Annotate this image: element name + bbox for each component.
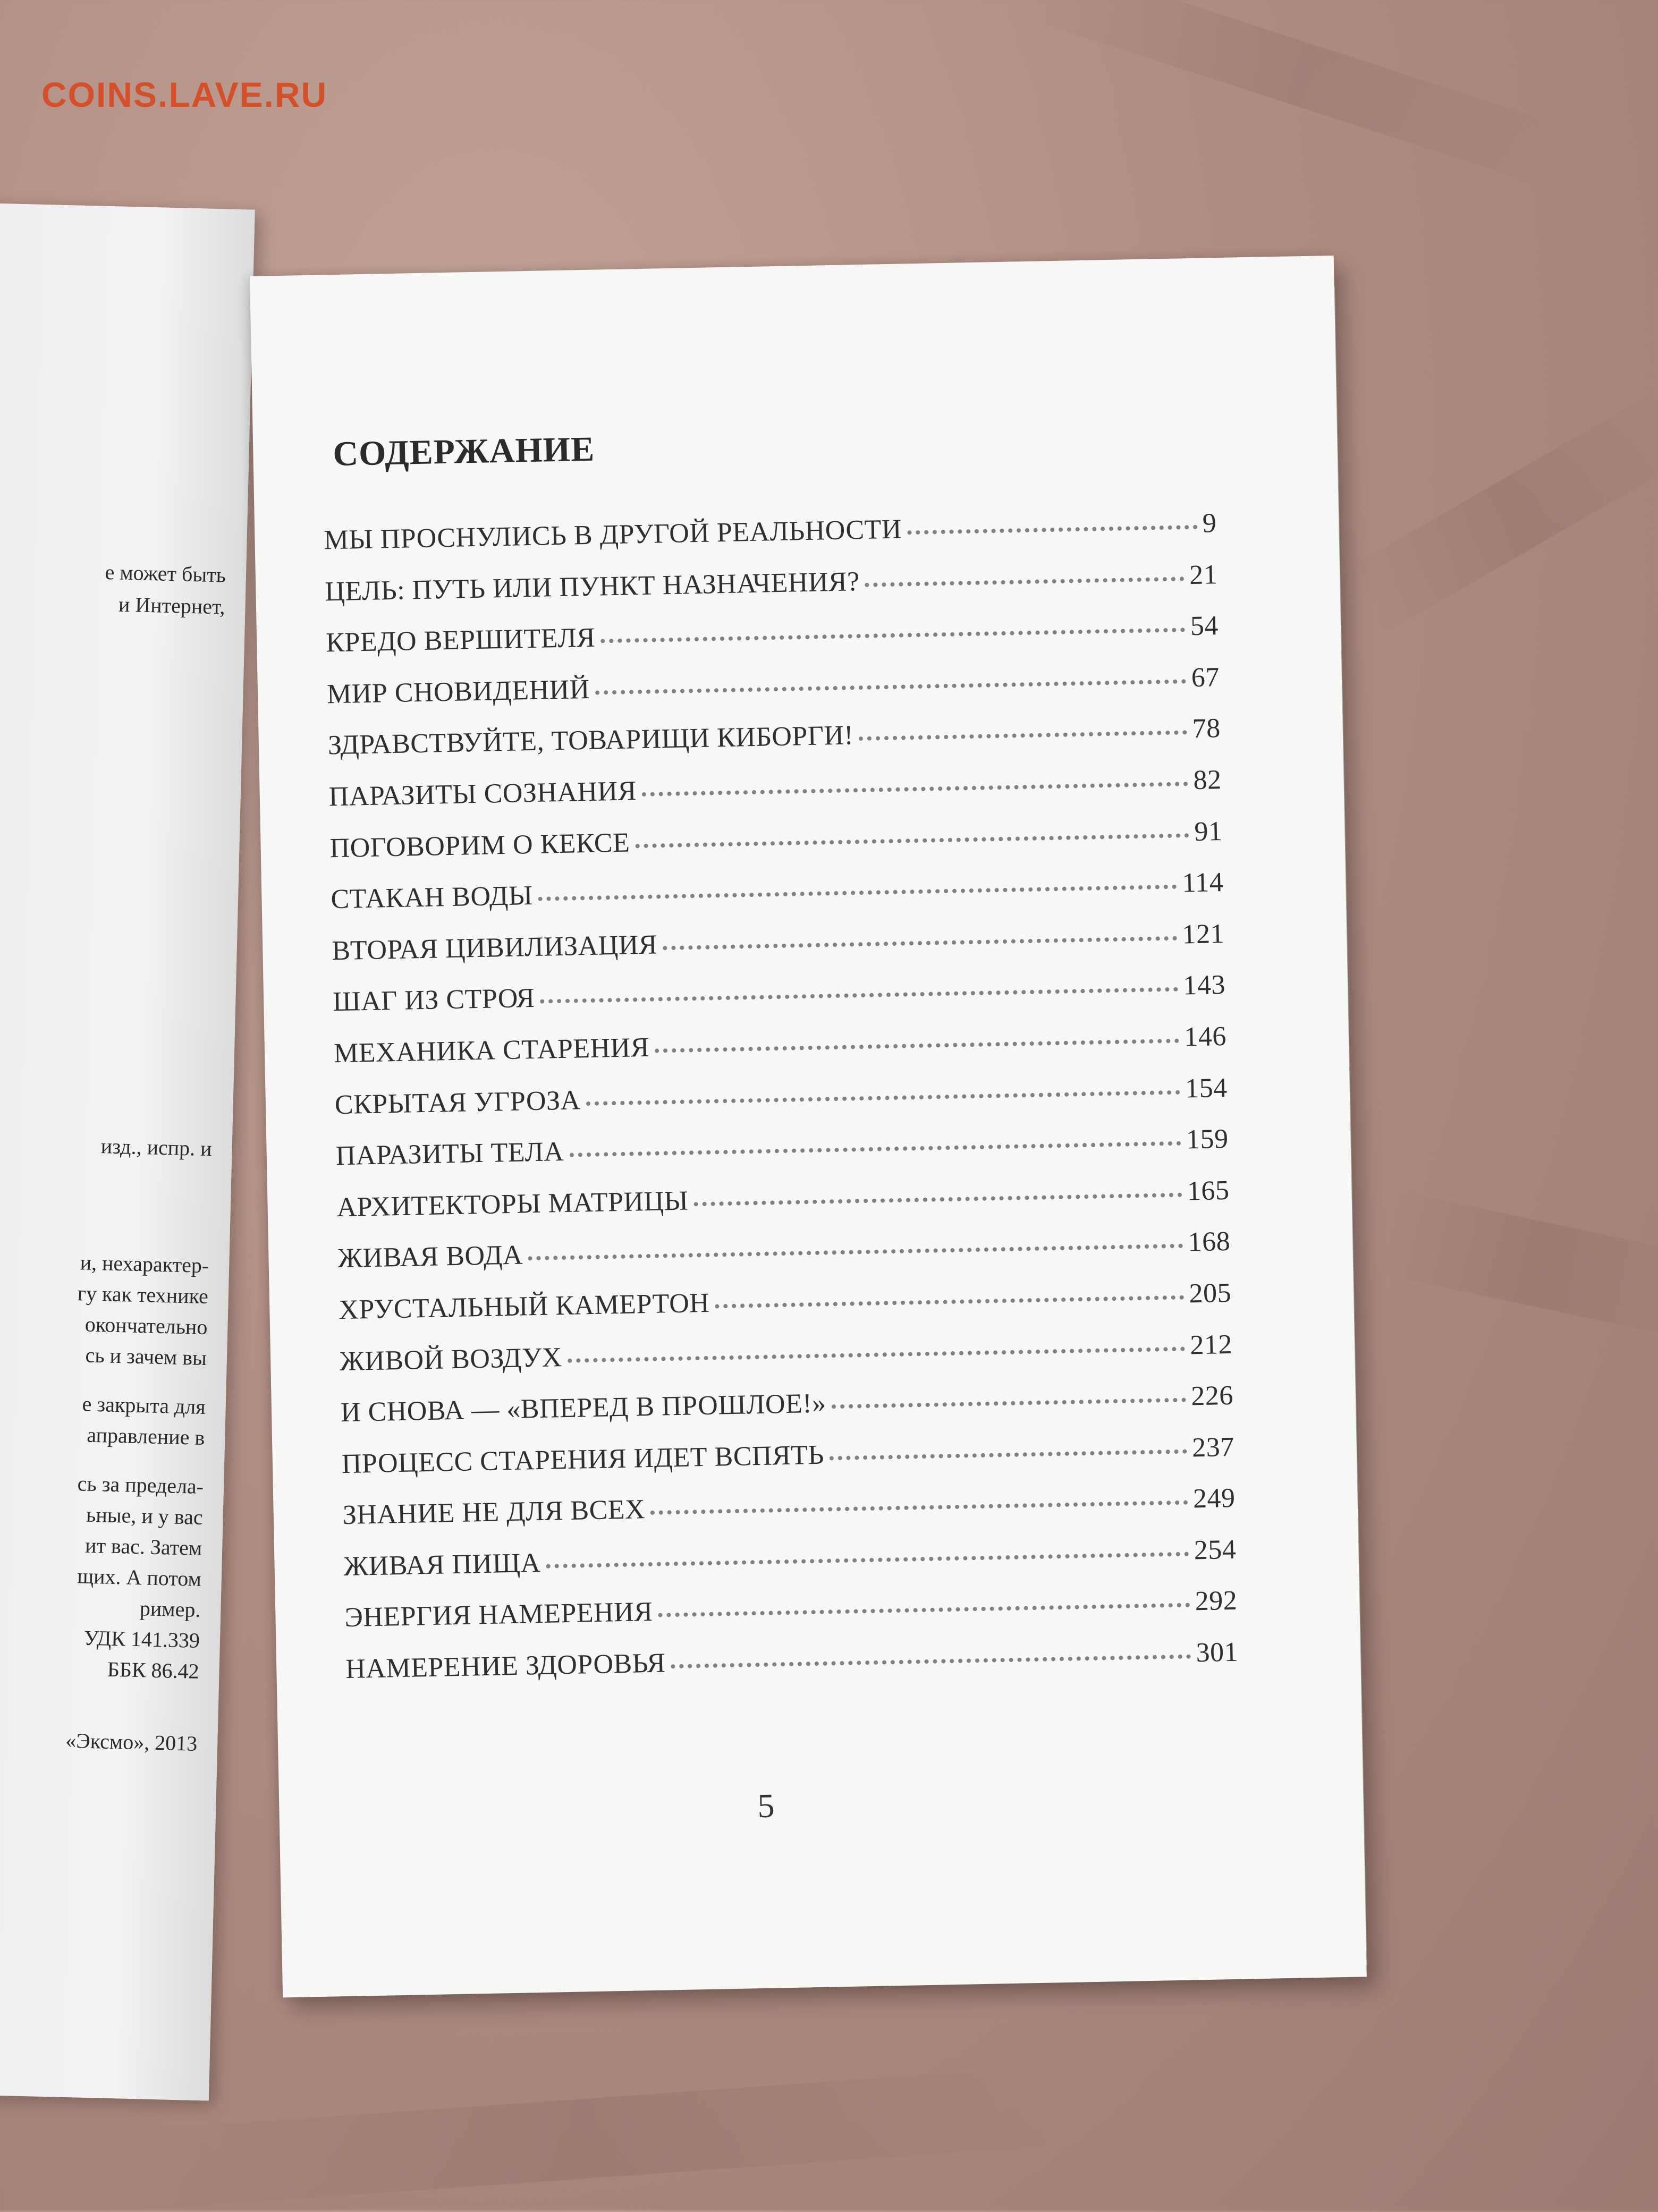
dot-leader [538, 884, 1177, 901]
contents-entry-title: ЗНАНИЕ НЕ ДЛЯ ВСЕХ [342, 1494, 646, 1531]
left-page-line: ьные, и у вас [86, 1502, 204, 1529]
dot-leader [663, 935, 1177, 950]
contents-entry-title: ПАРАЗИТЫ СОЗНАНИЯ [328, 776, 637, 812]
contents-heading: СОДЕРЖАНИЕ [332, 429, 595, 474]
left-page-line: и Интернет, [118, 592, 226, 619]
left-page-line: гу как технике [77, 1281, 209, 1309]
dot-leader [830, 1448, 1187, 1460]
dot-leader [600, 628, 1185, 643]
contents-entry-title: ЖИВАЯ ПИЩА [343, 1547, 542, 1582]
left-page-line: ББК 86.42 [107, 1657, 200, 1683]
contents-entry-title: ЖИВАЯ ВОДА [337, 1240, 523, 1274]
contents-entry-page: 114 [1182, 867, 1224, 899]
dot-leader [655, 1038, 1179, 1053]
dot-leader [658, 1603, 1190, 1617]
dot-leader [568, 1346, 1185, 1362]
fabric-fold [1014, 0, 1589, 195]
contents-entry-page: 237 [1191, 1431, 1235, 1463]
fabric-fold [1376, 1190, 1658, 1339]
left-page-line: аправление в [86, 1422, 205, 1450]
left-page-line: сь за предела- [77, 1471, 204, 1499]
contents-entry-page: 292 [1195, 1586, 1238, 1617]
contents-entry-title: СТАКАН ВОДЫ [330, 880, 534, 915]
dot-leader [586, 1089, 1180, 1105]
contents-entry-page: 9 [1202, 508, 1217, 539]
left-page-line: окончательно [84, 1312, 208, 1340]
contents-page [250, 256, 1367, 1998]
dot-leader [595, 679, 1186, 694]
contents-entry-page: 212 [1189, 1329, 1233, 1360]
dot-leader [865, 576, 1185, 587]
dot-leader [528, 1243, 1183, 1261]
contents-entry-page: 254 [1194, 1534, 1237, 1566]
left-page-line: щих. А потом [77, 1564, 202, 1591]
watermark: COINS.LAVE.RU [41, 75, 328, 114]
contents-entry-page: 78 [1192, 713, 1221, 744]
contents-entry-title: И СНОВА — «ВПЕРЕД В ПРОШЛОЕ!» [340, 1388, 827, 1428]
contents-entry-title: ШАГ ИЗ СТРОЯ [332, 983, 535, 1018]
contents-entry-title: МИР СНОВИДЕНИЙ [326, 674, 590, 710]
contents-entry-page: 168 [1188, 1226, 1231, 1258]
dot-leader [693, 1192, 1182, 1206]
dot-leader [832, 1397, 1186, 1409]
contents-entry-title: НАМЕРЕНИЕ ЗДОРОВЬЯ [345, 1648, 666, 1685]
dot-leader [650, 1500, 1188, 1515]
left-page-line: изд., испр. и [100, 1134, 213, 1161]
left-page-line: е закрыта для [82, 1392, 206, 1419]
contents-entry-title: ПРОЦЕСС СТАРЕНИЯ ИДЕТ ВСПЯТЬ [341, 1439, 825, 1479]
left-page-line: е может быть [105, 560, 226, 587]
contents-entry-page: 159 [1186, 1124, 1229, 1155]
left-book-page [0, 202, 255, 2101]
dot-leader [546, 1551, 1189, 1568]
contents-entry-title: ЗДРАВСТВУЙТЕ, ТОВАРИЩИ КИБОРГИ! [327, 720, 854, 761]
dot-leader [715, 1295, 1184, 1309]
dot-leader [569, 1141, 1181, 1157]
left-page-line: и, нехарактер- [80, 1250, 209, 1278]
contents-entry-title: СКРЫТАЯ УГРОЗА [334, 1084, 581, 1120]
contents-entry-page: 21 [1189, 559, 1218, 590]
contents-entry-title: МЫ ПРОСНУЛИСЬ В ДРУГОЙ РЕАЛЬНОСТИ [324, 514, 902, 556]
contents-entry-title: МЕХАНИКА СТАРЕНИЯ [333, 1032, 650, 1069]
dot-leader [540, 987, 1178, 1004]
dot-leader [859, 730, 1187, 741]
contents-entry-page: 82 [1192, 765, 1222, 796]
contents-entry-title: АРХИТЕКТОРЫ МАТРИЦЫ [336, 1185, 689, 1223]
contents-entry-page: 91 [1194, 816, 1223, 847]
dot-leader [642, 781, 1188, 796]
contents-entry-title: ПАРАЗИТЫ ТЕЛА [335, 1137, 564, 1172]
contents-entry-title: ЭНЕРГИЯ НАМЕРЕНИЯ [344, 1597, 653, 1633]
left-page-line: ит вас. Затем [84, 1533, 202, 1560]
contents-entry-title: ЖИВОЙ ВОЗДУХ [339, 1342, 563, 1377]
contents-entry-page: 301 [1196, 1637, 1239, 1668]
dot-leader [907, 524, 1197, 535]
contents-entry-title: ЦЕЛЬ: ПУТЬ ИЛИ ПУНКТ НАЗНАЧЕНИЯ? [324, 566, 860, 607]
dot-leader [671, 1654, 1190, 1669]
contents-entry-page: 205 [1189, 1277, 1232, 1309]
left-page-line: «Эксмо», 2013 [65, 1728, 198, 1756]
contents-entry-page: 143 [1182, 970, 1226, 1001]
contents-entry-title: ПОГОВОРИМ О КЕКСЕ [329, 827, 630, 863]
contents-entry-page: 146 [1183, 1021, 1227, 1053]
contents-entry-page: 226 [1190, 1380, 1234, 1412]
contents-entry-page: 154 [1185, 1072, 1228, 1104]
contents-entry-page: 121 [1182, 918, 1225, 950]
contents-entry-title: КРЕДО ВЕРШИТЕЛЯ [325, 622, 596, 658]
left-page-line: ример. [139, 1596, 201, 1622]
fabric-fold [1335, 390, 1658, 640]
contents-entry-page: 249 [1192, 1483, 1236, 1514]
left-page-line: УДК 141.339 [83, 1625, 200, 1652]
fabric-fold [105, 2065, 1064, 2211]
contents-entry-page: 67 [1191, 662, 1220, 693]
left-page-line: сь и зачем вы [85, 1343, 207, 1370]
page-number: 5 [757, 1786, 775, 1825]
dot-leader [635, 833, 1189, 848]
contents-entry-title: ХРУСТАЛЬНЫЙ КАМЕРТОН [338, 1287, 710, 1326]
contents-entry-title: ВТОРАЯ ЦИВИЛИЗАЦИЯ [331, 929, 658, 967]
contents-list [324, 507, 1239, 1705]
contents-entry-page: 54 [1190, 611, 1219, 642]
contents-entry-page: 165 [1187, 1175, 1230, 1207]
